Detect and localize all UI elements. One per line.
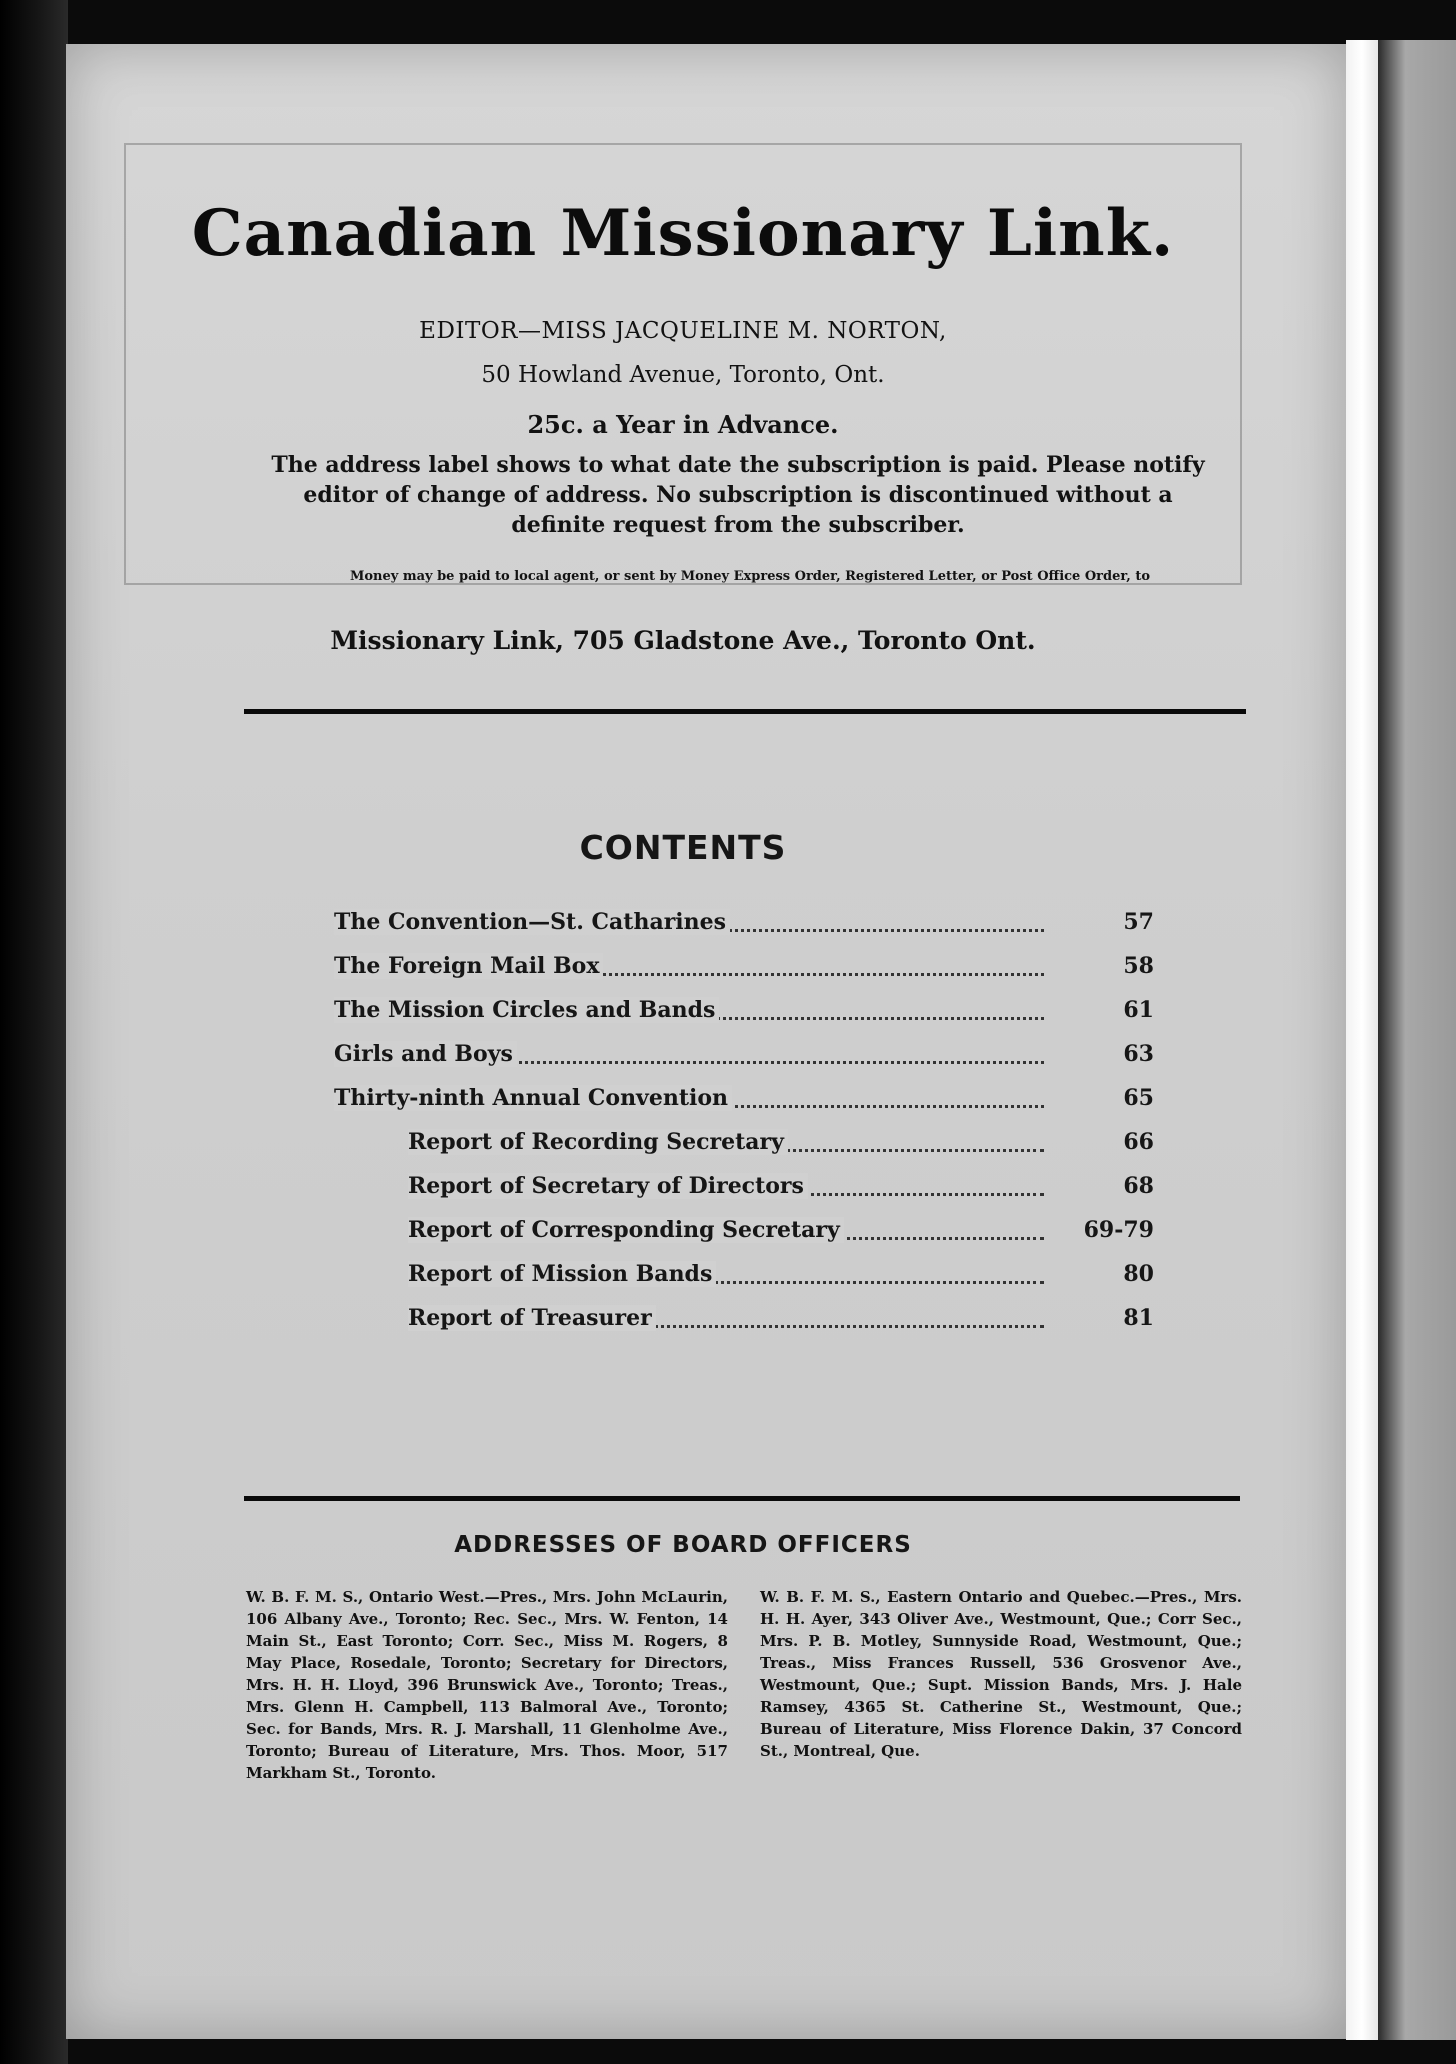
toc-entry-page: 61: [1123, 997, 1154, 1023]
scan-border-left: [0, 0, 68, 2064]
board-officers-ontario-west: W. B. F. M. S., Ontario West.—Pres., Mrs. John McLaurin, 106 Albany Ave., Toronto; Rec. Sec., Mrs. W. Fenton, 14 Main St., East Toronto; Corr. Sec., Miss M. Rogers, 8 May Place, Rosedale, Toronto; Secretary for Directors, Mrs. H. H. Lloyd, 396 Brunswick Ave., Toronto; Treas., Mrs. Glenn H. Campbell, 113 Balmoral Ave., Toronto; Sec. for Bands, Mrs. R. J. Marshall, 11 Glenholme Ave., Toronto; Bureau of Literature, Mrs. Thos. Moor, 517 Markham St., Toronto.: [246, 1588, 728, 1782]
editor-address: 50 Howland Avenue, Toronto, Ont.: [481, 362, 885, 388]
toc-subentry: [334, 1208, 1154, 1252]
magazine-title: Canadian Missionary Link.: [191, 196, 1175, 271]
send-to-address: Missionary Link, 705 Gladstone Ave., Toronto Ont.: [330, 626, 1036, 655]
subscription-notice: [254, 450, 1222, 540]
toc-entry-title: Girls and Boys: [334, 1041, 517, 1067]
payment-note: [270, 568, 1230, 586]
toc-entry-title: Report of Recording Secretary: [408, 1129, 788, 1155]
contents-heading: CONTENTS: [579, 828, 787, 867]
toc-entry-page: 80: [1123, 1261, 1154, 1287]
page-fore-edge: [1346, 40, 1378, 2040]
toc-subentry: [334, 1252, 1154, 1296]
toc-entry-page: 58: [1123, 953, 1154, 979]
toc-entry-title: The Foreign Mail Box: [334, 953, 603, 979]
toc-entry-title: Report of Corresponding Secretary: [408, 1217, 844, 1243]
toc-subentry: [334, 1296, 1154, 1340]
toc-entry: [334, 1076, 1154, 1120]
toc-entry-page: 68: [1123, 1173, 1154, 1199]
board-officers-heading: ADDRESSES OF BOARD OFFICERS: [454, 1532, 912, 1558]
toc-entry-title: The Mission Circles and Bands: [334, 997, 719, 1023]
board-officers-eastern-ontario-quebec: W. B. F. M. S., Eastern Ontario and Quebec.—Pres., Mrs. H. H. Ayer, 343 Oliver Ave., Westmount, Que.; Corr Sec., Mrs. P. B. Motley, Sunnyside Road, Westmount, Que.; Treas., Miss Frances Russell, 536 Grosvenor Ave., Westmount, Que.; Supt. Mission Bands, Mrs. J. Hale Ramsey, 4365 St. Catherine St., Westmount, Que.; Bureau of Literature, Miss Florence Dakin, 37 Concord St., Montreal, Que.: [760, 1588, 1242, 1760]
subscription-notice-text: The address label shows to what date the subscription is paid. Please notify editor of change of address. No subscription is discontinued without a definite request from the subscriber.: [271, 452, 1205, 538]
toc-entry: [334, 900, 1154, 944]
toc-entry-page: 65: [1123, 1085, 1154, 1111]
editor-line: EDITOR—MISS JACQUELINE M. NORTON,: [419, 318, 947, 344]
toc-subentry: [334, 1164, 1154, 1208]
toc-entry: [334, 988, 1154, 1032]
toc-entry: [334, 1032, 1154, 1076]
toc-entry-page: 81: [1123, 1305, 1154, 1331]
toc-entry-page: 57: [1123, 909, 1154, 935]
toc-entry-title: Report of Secretary of Directors: [408, 1173, 808, 1199]
toc-entry-page: 69-79: [1083, 1217, 1154, 1243]
toc-subentry: [334, 1120, 1154, 1164]
payment-note-text: Money may be paid to local agent, or sent by Money Express Order, Registered Letter, or Post Office Order, to: [349, 569, 1151, 584]
toc-entry-title: Report of Treasurer: [408, 1305, 656, 1331]
toc-entry-title: Thirty-ninth Annual Convention: [334, 1085, 732, 1111]
divider-top: [244, 709, 1246, 714]
adjacent-page-edge: [1378, 40, 1456, 2040]
divider-bottom: [244, 1496, 1240, 1501]
table-of-contents: [334, 900, 1154, 1340]
toc-entry-title: The Convention—St. Catharines: [334, 909, 730, 935]
toc-entry-page: 63: [1123, 1041, 1154, 1067]
toc-entry: [334, 944, 1154, 988]
subscription-price: 25c. a Year in Advance.: [527, 410, 839, 439]
toc-entry-page: 66: [1123, 1129, 1154, 1155]
toc-entry-title: Report of Mission Bands: [408, 1261, 716, 1287]
